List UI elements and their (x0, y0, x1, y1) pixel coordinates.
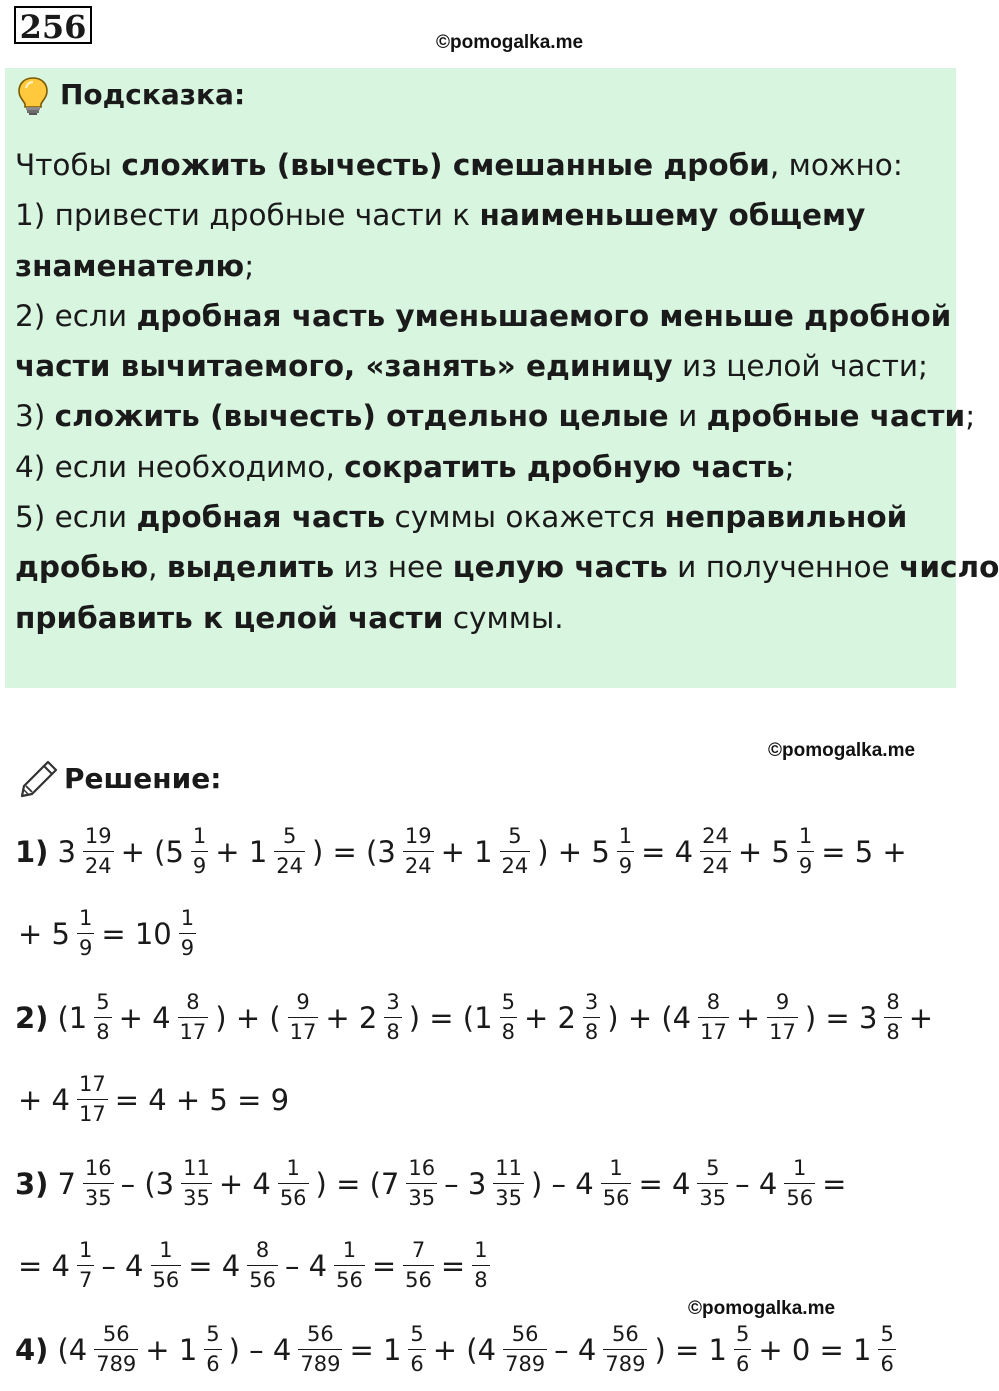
hint-text-fragment: , можно: (769, 148, 903, 182)
hint-text-fragment: из нее (334, 550, 453, 585)
item-number: 4) (15, 1332, 49, 1367)
fraction (334, 1240, 365, 1291)
math-token: ) = (7 (315, 1166, 400, 1201)
fraction (191, 826, 208, 877)
math-token: = (440, 1248, 466, 1283)
fraction (583, 992, 600, 1043)
hint-text-fragment: 2) если (15, 298, 137, 333)
denominator: 24 (274, 851, 305, 877)
denominator: 56 (247, 1265, 278, 1291)
fraction (698, 992, 729, 1043)
numerator: 1 (342, 1238, 357, 1262)
math-token: = 4 (641, 834, 694, 869)
math-token: ) – 4 (228, 1332, 292, 1367)
hint-line (15, 391, 976, 441)
hint-text-fragment: ; (244, 248, 255, 283)
denominator: 789 (503, 1349, 547, 1375)
hint-title: Подсказка: (60, 78, 246, 111)
math-token: + (5 (120, 834, 184, 869)
math-token: ) + (4 (607, 1000, 692, 1035)
numerator: 1 (609, 1156, 623, 1180)
numerator: 1 (793, 1156, 807, 1180)
denominator: 35 (406, 1183, 437, 1209)
fraction (288, 992, 319, 1043)
denominator: 56 (784, 1183, 815, 1209)
numerator: 1 (192, 824, 207, 848)
fraction (784, 1158, 815, 1209)
numerator: 5 (735, 1322, 750, 1346)
hint-bold-text: прибавить к целой части (15, 600, 444, 635)
math-token: + 5 (737, 834, 790, 869)
hint-bold-text: целую часть (452, 550, 668, 585)
numerator: 1 (798, 824, 813, 848)
fraction (178, 992, 209, 1043)
denominator: 35 (493, 1183, 524, 1209)
denominator: 17 (288, 1017, 319, 1043)
item-number: 3) (15, 1166, 49, 1201)
math-token: ) = (3 (312, 834, 396, 869)
hint-text-fragment: , (148, 550, 167, 585)
denominator: 9 (179, 933, 196, 959)
hint-line (15, 291, 952, 341)
math-token: + 0 = 1 (758, 1332, 872, 1367)
denominator: 789 (298, 1349, 342, 1375)
denominator: 6 (204, 1349, 221, 1375)
hint-text-fragment: ; (784, 449, 795, 484)
numerator: 8 (706, 990, 721, 1014)
math-token: 7 (57, 1166, 76, 1201)
math-token: = 1 (349, 1332, 402, 1367)
hint-bold-text: дробная часть уменьшаемого меньше дробной (136, 298, 952, 333)
denominator: 56 (334, 1265, 365, 1291)
denominator: 56 (601, 1183, 632, 1209)
numerator: 56 (612, 1322, 639, 1346)
fraction (204, 1324, 221, 1375)
denominator: 24 (83, 851, 114, 877)
math-token: = (371, 1248, 397, 1283)
math-token: ) + ( (215, 1000, 281, 1035)
numerator: 5 (410, 1322, 424, 1346)
numerator: 7 (411, 1238, 426, 1262)
fraction (493, 1158, 524, 1209)
fraction (179, 908, 196, 959)
math-token: ) = 3 (804, 1000, 878, 1035)
math-token: – 4 (735, 1166, 778, 1201)
solution-line-2-cont (15, 1074, 292, 1125)
denominator: 35 (83, 1183, 114, 1209)
fraction (403, 826, 434, 877)
math-token: + 2 (325, 1000, 378, 1035)
numerator: 19 (404, 824, 432, 848)
denominator: 35 (697, 1183, 728, 1209)
numerator: 1 (474, 1238, 488, 1262)
hint-text-fragment: 5) если (15, 500, 137, 535)
fraction (884, 992, 901, 1043)
denominator: 9 (797, 851, 814, 877)
denominator: 789 (603, 1349, 647, 1375)
hint-text (15, 140, 999, 643)
fraction (151, 1240, 182, 1291)
math-token: + 4 (18, 1082, 70, 1117)
numerator: 19 (84, 824, 112, 848)
hint-line (15, 190, 945, 240)
denominator: 24 (500, 851, 531, 877)
hint-bold-text: знаменателю (15, 248, 245, 283)
fraction (500, 992, 517, 1043)
denominator: 56 (278, 1183, 309, 1209)
hint-line (15, 492, 945, 542)
fraction (767, 992, 798, 1043)
denominator: 789 (94, 1349, 138, 1375)
math-token: 3 (57, 834, 76, 869)
numerator: 5 (880, 1322, 894, 1346)
math-token: – 4 (554, 1332, 597, 1367)
numerator: 5 (282, 824, 297, 848)
denominator: 56 (403, 1265, 434, 1291)
math-token: = 4 (188, 1248, 241, 1283)
denominator: 8 (384, 1017, 401, 1043)
numerator: 5 (206, 1322, 220, 1346)
solution-line-3-cont (15, 1240, 494, 1291)
math-token: = 5 + (821, 834, 907, 869)
hint-text-fragment: и полученное (667, 550, 900, 585)
hint-bold-text: сложить (вычесть) смешанные дроби (121, 148, 770, 182)
numerator: 1 (286, 1156, 300, 1180)
math-token: – (3 (120, 1166, 175, 1201)
numerator: 24 (702, 824, 729, 848)
numerator: 11 (495, 1156, 523, 1180)
denominator: 6 (408, 1349, 425, 1375)
hint-bold-text: части вычитаемого, «занять» единицу (15, 349, 673, 384)
fraction (878, 1324, 895, 1375)
denominator: 35 (181, 1183, 212, 1209)
numerator: 1 (78, 1238, 93, 1262)
numerator: 56 (511, 1322, 539, 1346)
denominator: 8 (94, 1017, 111, 1043)
hint-line (15, 341, 945, 391)
fraction (697, 1158, 728, 1209)
watermark-middle: ©pomogalka.me (768, 740, 916, 761)
fraction (94, 1324, 138, 1375)
denominator: 6 (878, 1349, 895, 1375)
fraction (503, 1324, 547, 1375)
hint-line (15, 241, 945, 291)
solution-line-2 (15, 992, 936, 1043)
fraction (77, 1240, 94, 1291)
math-token: = 10 (101, 916, 172, 951)
math-token: + 1 (440, 834, 493, 869)
numerator: 8 (186, 990, 200, 1014)
denominator: 6 (734, 1349, 751, 1375)
hint-text-fragment: суммы окажется (385, 500, 665, 535)
fraction (83, 1158, 114, 1209)
fraction (700, 826, 731, 877)
item-number: 1) (15, 834, 49, 869)
math-token: + 4 (118, 1000, 171, 1035)
math-token: – 4 (284, 1248, 328, 1283)
denominator: 9 (77, 933, 94, 959)
solution-line-1-cont (15, 908, 200, 959)
math-token: + 1 (145, 1332, 198, 1367)
numerator: 16 (408, 1156, 436, 1180)
fraction (603, 1324, 647, 1375)
numerator: 8 (255, 1238, 270, 1262)
fraction (403, 1240, 434, 1291)
denominator: 9 (617, 851, 634, 877)
math-token: = 4 (18, 1248, 70, 1283)
math-token: ) = 1 (654, 1332, 727, 1367)
hint-text-fragment: и (668, 399, 707, 434)
hint-text-fragment: 1) привести дробные части к (15, 198, 480, 233)
denominator: 17 (698, 1017, 729, 1043)
denominator: 7 (77, 1265, 94, 1291)
hint-text-fragment: суммы. (443, 600, 564, 635)
math-token: + 5 (18, 916, 70, 951)
hint-text-fragment: Чтобы (15, 148, 122, 182)
fraction (83, 826, 114, 877)
fraction (472, 1240, 489, 1291)
numerator: 5 (706, 1156, 720, 1180)
numerator: 5 (508, 824, 522, 848)
math-token: + (735, 1000, 761, 1035)
fraction (384, 992, 401, 1043)
hint-text-fragment: 4) если необходимо, (15, 449, 345, 484)
denominator: 8 (500, 1017, 517, 1043)
math-token: – 4 (101, 1248, 144, 1283)
hint-bold-text: дробные части (706, 399, 966, 434)
math-token: + 4 (218, 1166, 271, 1201)
math-token: + (908, 1000, 934, 1035)
math-token: (4 (57, 1332, 88, 1367)
fraction (77, 908, 94, 959)
solution-line-1 (15, 826, 910, 877)
math-token: ) = (1 (408, 1000, 493, 1035)
numerator: 56 (307, 1322, 334, 1346)
hint-bold-text: дробная часть (136, 500, 386, 535)
denominator: 8 (472, 1265, 489, 1291)
solution-title: Решение: (64, 762, 222, 795)
numerator: 1 (180, 906, 195, 930)
numerator: 17 (78, 1072, 106, 1096)
task-number: 256 (14, 6, 92, 44)
math-token: + 1 (215, 834, 268, 869)
hint-line (15, 542, 999, 592)
fraction (406, 1158, 437, 1209)
fraction (298, 1324, 342, 1375)
pencil-icon (18, 758, 60, 800)
hint-bold-text: наименьшему общему (479, 198, 866, 233)
numerator: 11 (183, 1156, 210, 1180)
math-token: + 2 (523, 1000, 576, 1035)
hint-text-fragment: 3) (15, 399, 55, 434)
fraction (797, 826, 814, 877)
denominator: 9 (191, 851, 208, 877)
denominator: 24 (403, 851, 434, 877)
fraction (601, 1158, 632, 1209)
fraction (274, 826, 305, 877)
denominator: 17 (77, 1099, 108, 1125)
denominator: 8 (583, 1017, 600, 1043)
hint-bold-text: дробью (15, 550, 149, 585)
numerator: 1 (159, 1238, 173, 1262)
numerator: 9 (296, 990, 310, 1014)
math-token: = (822, 1166, 847, 1201)
fraction (734, 1324, 751, 1375)
hint-bold-text: неправильной (664, 500, 908, 535)
math-token: – 3 (444, 1166, 487, 1201)
hint-bold-text: сложить (вычесть) отдельно целые (54, 399, 669, 434)
hint-bold-text: число (899, 550, 999, 585)
hint-line (15, 593, 945, 643)
watermark-top: ©pomogalka.me (436, 32, 584, 53)
fraction (247, 1240, 278, 1291)
math-token: ) – 4 (531, 1166, 594, 1201)
fraction (77, 1074, 108, 1125)
numerator: 3 (584, 990, 599, 1014)
hint-text-fragment: из целой части; (672, 349, 928, 384)
numerator: 8 (886, 990, 900, 1014)
denominator: 8 (884, 1017, 901, 1043)
denominator: 56 (151, 1265, 182, 1291)
math-token: = 4 (638, 1166, 691, 1201)
numerator: 56 (102, 1322, 130, 1346)
numerator: 5 (96, 990, 110, 1014)
numerator: 1 (78, 906, 93, 930)
math-token: ) + 5 (537, 834, 610, 869)
solution-line-3 (15, 1158, 849, 1209)
lightbulb-icon (16, 76, 50, 116)
hint-bold-text: выделить (166, 550, 335, 585)
solution-line-4 (15, 1324, 900, 1375)
denominator: 17 (178, 1017, 209, 1043)
math-token: + (4 (432, 1332, 497, 1367)
hint-bold-text: сократить дробную часть (344, 449, 785, 484)
numerator: 1 (618, 824, 633, 848)
watermark-bottom: ©pomogalka.me (688, 1298, 836, 1319)
numerator: 16 (84, 1156, 112, 1180)
fraction (94, 992, 111, 1043)
hint-line (15, 140, 945, 190)
fraction (617, 826, 634, 877)
fraction (500, 826, 531, 877)
denominator: 24 (700, 851, 731, 877)
denominator: 17 (767, 1017, 798, 1043)
hint-line (15, 442, 945, 492)
fraction (408, 1324, 425, 1375)
math-token: (1 (57, 1000, 88, 1035)
hint-text-fragment: ; (965, 399, 976, 434)
item-number: 2) (15, 1000, 49, 1035)
numerator: 3 (386, 990, 400, 1014)
math-token: = 4 + 5 = 9 (114, 1082, 290, 1117)
numerator: 9 (775, 990, 790, 1014)
fraction (278, 1158, 309, 1209)
fraction (181, 1158, 212, 1209)
numerator: 5 (501, 990, 515, 1014)
